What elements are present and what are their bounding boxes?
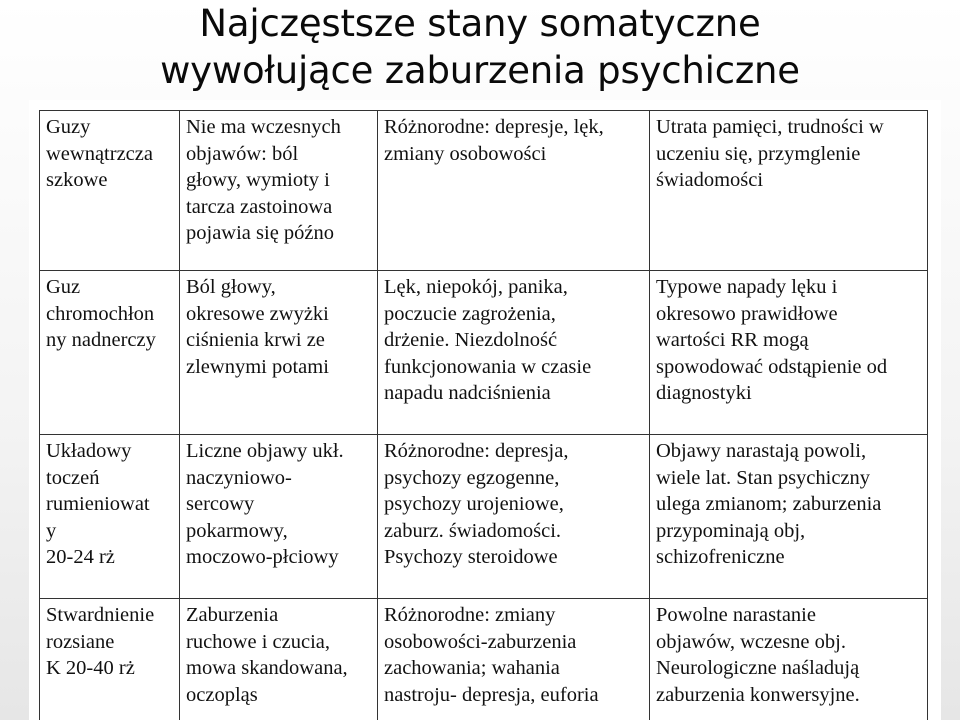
- table-cell-notes: Objawy narastają powoli, wiele lat. Stan psychiczny ulega zmianom; zaburzenia przypominają obj, schizofreniczne: [650, 435, 928, 599]
- table-cell-condition: Guz chromochłon ny nadnerczy: [40, 271, 180, 435]
- table-cell-notes: Typowe napady lęku i okresowo prawidłowe wartości RR mogą spowodować odstąpienie od diagnostyki: [650, 271, 928, 435]
- table-cell-psychiatric-symptoms: Różnorodne: zmiany osobowości-zaburzenia zachowania; wahania nastroju- depresja, euforia: [378, 599, 650, 720]
- table-row: [40, 271, 928, 435]
- table-row: [40, 111, 928, 271]
- table-cell-notes: Utrata pamięci, trudności w uczeniu się, przymglenie świadomości: [650, 111, 928, 271]
- table-cell-somatic-symptoms: Ból głowy, okresowe zwyżki ciśnienia krwi ze zlewnymi potami: [180, 271, 378, 435]
- table-cell-condition: Guzy wewnątrzcza szkowe: [40, 111, 180, 271]
- slide-title-line-1: Najczęstsze stany somatyczne: [199, 2, 761, 45]
- table-cell-psychiatric-symptoms: Różnorodne: depresja, psychozy egzogenne, psychozy urojeniowe, zaburz. świadomości. Psychozy steroidowe: [378, 435, 650, 599]
- conditions-table: [39, 110, 928, 720]
- table-cell-condition: Układowy toczeń rumieniowat y 20-24 rż: [40, 435, 180, 599]
- table-cell-psychiatric-symptoms: Lęk, niepokój, panika, poczucie zagrożenia, drżenie. Niezdolność funkcjonowania w czasie napadu nadciśnienia: [378, 271, 650, 435]
- slide-title: [0, 0, 960, 94]
- table-cell-somatic-symptoms: Zaburzenia ruchowe i czucia, mowa skandowana, oczopląs: [180, 599, 378, 720]
- slide-title-line-2: wywołujące zaburzenia psychiczne: [160, 49, 800, 92]
- table-cell-psychiatric-symptoms: Różnorodne: depresje, lęk, zmiany osobowości: [378, 111, 650, 271]
- table-row: [40, 599, 928, 720]
- table-cell-condition: Stwardnienie rozsiane K 20-40 rż: [40, 599, 180, 720]
- table-row: [40, 435, 928, 599]
- table-cell-somatic-symptoms: Liczne objawy ukł. naczyniowo- sercowy pokarmowy, moczowo-płciowy: [180, 435, 378, 599]
- table-cell-notes: Powolne narastanie objawów, wczesne obj. Neurologiczne naśladują zaburzenia konwersyjne.: [650, 599, 928, 720]
- table-cell-somatic-symptoms: Nie ma wczesnych objawów: ból głowy, wymioty i tarcza zastoinowa pojawia się późno: [180, 111, 378, 271]
- table-image-area: [29, 100, 941, 720]
